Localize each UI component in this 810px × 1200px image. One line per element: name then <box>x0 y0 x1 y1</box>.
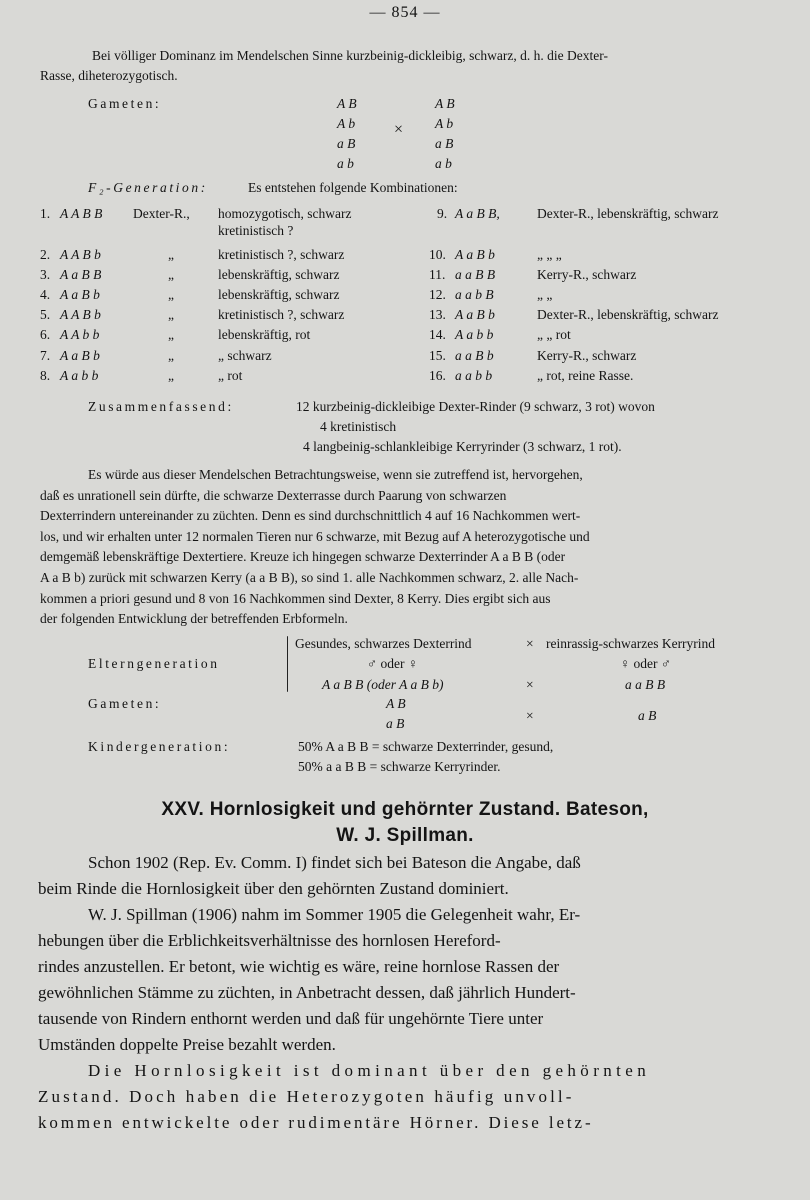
parent-cross-sign: × <box>526 636 534 651</box>
combination-number: 5. <box>40 307 51 322</box>
combination-description: kretinistisch ?, schwarz <box>218 247 345 262</box>
combination-genotype: A A B b <box>60 307 101 322</box>
brace <box>287 636 288 692</box>
combination-breed: Dexter-R., <box>133 206 190 221</box>
paragraph-4-line-3: kommen entwickelte oder rudimentäre Hörner. Diese letz- <box>38 1113 594 1132</box>
combination-description: kretinistisch ?, schwarz <box>218 307 345 322</box>
combination-genotype: A A b b <box>60 327 100 342</box>
paragraph-3-line-1: W. J. Spillman (1906) nahm im Sommer 1905 die Gelegenheit wahr, Er- <box>88 905 581 924</box>
paragraph-line: der folgenden Entwicklung der betreffenden Erbformeln. <box>40 611 348 626</box>
combination-description: „ „ „ <box>537 247 562 262</box>
paragraph-3-line-6: Umständen doppelte Preise bezahlt werden. <box>38 1035 336 1054</box>
section-title-line-1: XXV. Hornlosigkeit und gehörnter Zustand. Bateson, <box>161 799 649 820</box>
child-generation-label: Kindergeneration: <box>88 739 231 754</box>
combination-breed: „ <box>168 287 174 302</box>
paragraph-3-line-5: tausende von Rindern enthornt werden und daß für ungehörnte Tiere unter <box>38 1009 544 1028</box>
summary-line-1: 12 kurzbeinig-dickleibige Dexter-Rinder (9 schwarz, 3 rot) wovon <box>296 399 655 414</box>
paragraph-line: A a B b) zurück mit schwarzen Kerry (a a B B), so sind 1. alle Nachkommen schwarz, 2. alle Nach- <box>40 570 579 585</box>
gamete: A B <box>435 96 455 111</box>
paragraph-2-line-1: Schon 1902 (Rep. Ev. Comm. I) findet sich bei Bateson die Angabe, daß <box>88 853 581 872</box>
paragraph-line: Dexterrindern untereinander zu züchten. Denn es sind durchschnittlich 4 auf 16 Nachkommen wert- <box>40 508 581 523</box>
parent-left-3: A a B B (oder A a B b) <box>322 677 444 692</box>
gamete: a b <box>435 156 452 171</box>
combination-number: 1. <box>40 206 51 221</box>
paragraph-line: kommen a priori gesund und 8 von 16 Nachkommen sind Dexter, 8 Kerry. Dies ergibt sich aus <box>40 591 551 606</box>
combination-breed: „ <box>168 307 174 322</box>
paragraph-3-line-4: gewöhnlichen Stämme zu züchten, in Anbetracht dessen, daß jährlich Hundert- <box>38 983 576 1002</box>
gamete: a B <box>638 708 657 723</box>
combination-number: 4. <box>40 287 51 302</box>
parent-left-2: ♂ oder ♀ <box>367 656 418 671</box>
combination-genotype: A a b b <box>455 327 494 342</box>
combination-genotype: A a B b <box>455 247 495 262</box>
gamete: A b <box>435 116 454 131</box>
combination-description: lebenskräftig, schwarz <box>218 267 340 282</box>
combination-genotype: a a B B <box>455 267 496 282</box>
summary-line-3: 4 langbeinig-schlankleibige Kerryrinder (3 schwarz, 1 rot). <box>303 439 622 454</box>
combination-genotype: A A B B <box>60 206 103 221</box>
gametes-2-label: Gameten: <box>88 696 162 711</box>
f2-label-text: F₂-Generation: <box>88 180 208 195</box>
cross-sign: × <box>394 121 404 138</box>
summary-line-2: 4 kretinistisch <box>320 419 397 434</box>
paragraph-line: Es würde aus dieser Mendelschen Betrachtungsweise, wenn sie zutreffend ist, hervorgehen, <box>88 467 583 482</box>
gamete: A b <box>337 116 356 131</box>
f2-text: Es entstehen folgende Kombinationen: <box>248 180 458 195</box>
paragraph-line: daß es unrationell sein dürfte, die schwarze Dexterrasse durch Paarung von schwarzen <box>40 488 507 503</box>
combination-number: 15. <box>429 348 446 363</box>
combination-description: lebenskräftig, schwarz <box>218 287 340 302</box>
gamete: a B <box>337 136 356 151</box>
combination-genotype: A a B b <box>60 287 100 302</box>
intro-line-2: Rasse, diheterozygotisch. <box>40 68 178 83</box>
combination-description: „ „ <box>537 287 553 302</box>
combination-number: 3. <box>40 267 51 282</box>
combination-description: „ schwarz <box>218 348 272 363</box>
section-title-line-2: W. J. Spillman. <box>336 825 474 846</box>
paragraph-4-line-1: Die Hornlosigkeit ist dominant über den gehörnten <box>88 1061 651 1080</box>
child-line-2: 50% a a B B = schwarze Kerryrinder. <box>298 759 501 774</box>
gamete: a B <box>435 136 454 151</box>
combination-number: 10. <box>429 247 446 262</box>
combination-number: 13. <box>429 307 446 322</box>
combination-description: homozygotisch, schwarz <box>218 206 352 221</box>
combination-breed: „ <box>168 267 174 282</box>
combination-description: „ „ rot <box>537 327 571 342</box>
paragraph-3-line-2: hebungen über die Erblichkeitsverhältnisse des hornlosen Hereford- <box>38 931 501 950</box>
combination-description: Dexter-R., lebenskräftig, schwarz <box>537 206 719 221</box>
page-number: — 854 — <box>369 4 441 21</box>
combination-number: 12. <box>429 287 446 302</box>
combination-number: 2. <box>40 247 51 262</box>
combination-genotype: A a B B <box>60 267 102 282</box>
parent-right-3: a a B B <box>625 677 666 692</box>
paragraph-line: demgemäß lebenskräftige Dextertiere. Kreuze ich hingegen schwarze Dexterrinder A a B B (oder <box>40 549 566 564</box>
combination-breed: „ <box>168 327 174 342</box>
combination-description: „ rot, reine Rasse. <box>537 368 634 383</box>
paragraph-3-line-3: rindes anzustellen. Er betont, wie wichtig es wäre, reine hornlose Rassen der <box>38 957 560 976</box>
parent-generation-label: Elterngeneration <box>88 656 220 671</box>
gametes-2-cross-sign: × <box>526 708 534 723</box>
combination-breed: „ <box>168 368 174 383</box>
gametes-label: Gameten: <box>88 96 162 111</box>
combination-description: Kerry-R., schwarz <box>537 267 637 282</box>
combination-description: „ rot <box>218 368 243 383</box>
combination-description: Dexter-R., lebenskräftig, schwarz <box>537 307 719 322</box>
paragraph-4-line-2: Zustand. Doch haben die Heterozygoten häufig unvoll- <box>38 1087 575 1106</box>
combination-number: 9. <box>437 206 448 221</box>
combination-number: 6. <box>40 327 51 342</box>
combination-genotype: a a b b <box>455 368 493 383</box>
gamete: a B <box>386 716 405 731</box>
combination-genotype: a a b B <box>455 287 494 302</box>
parent-left-1: Gesundes, schwarzes Dexterrind <box>295 636 472 651</box>
combination-description: lebenskräftig, rot <box>218 327 311 342</box>
combination-genotype: A a B B, <box>455 206 500 221</box>
combination-genotype: A a B b <box>455 307 495 322</box>
combination-description: kretinistisch ? <box>218 223 294 238</box>
combination-breed: „ <box>168 348 174 363</box>
paragraph-2-line-2: beim Rinde die Hornlosigkeit über den gehörnten Zustand dominiert. <box>38 879 509 898</box>
combination-number: 16. <box>429 368 446 383</box>
combination-genotype: A a b b <box>60 368 99 383</box>
combination-number: 14. <box>429 327 446 342</box>
combination-number: 7. <box>40 348 51 363</box>
intro-line-1: Bei völliger Dominanz im Mendelschen Sinne kurzbeinig-dickleibig, schwarz, d. h. die Dexter- <box>92 48 608 63</box>
parent-right-1: reinrassig-schwarzes Kerryrind <box>546 636 716 651</box>
gamete: a b <box>337 156 354 171</box>
gamete: A B <box>337 96 357 111</box>
combination-genotype: A A B b <box>60 247 101 262</box>
combination-genotype: a a B b <box>455 348 494 363</box>
combination-breed: „ <box>168 247 174 262</box>
parent-cross-sign-2: × <box>526 677 534 692</box>
summary-label: Zusammenfassend: <box>88 399 234 414</box>
gamete: A B <box>386 696 406 711</box>
combination-number: 11. <box>429 267 446 282</box>
combination-description: Kerry-R., schwarz <box>537 348 637 363</box>
f2-label <box>88 178 208 198</box>
child-line-1: 50% A a B B = schwarze Dexterrinder, gesund, <box>298 739 554 754</box>
combination-genotype: A a B b <box>60 348 100 363</box>
combination-number: 8. <box>40 368 51 383</box>
paragraph-line: los, und wir erhalten unter 12 normalen Tieren nur 6 schwarze, mit Bezug auf A heterozygotische und <box>40 529 590 544</box>
parent-right-2: ♀ oder ♂ <box>620 656 671 671</box>
